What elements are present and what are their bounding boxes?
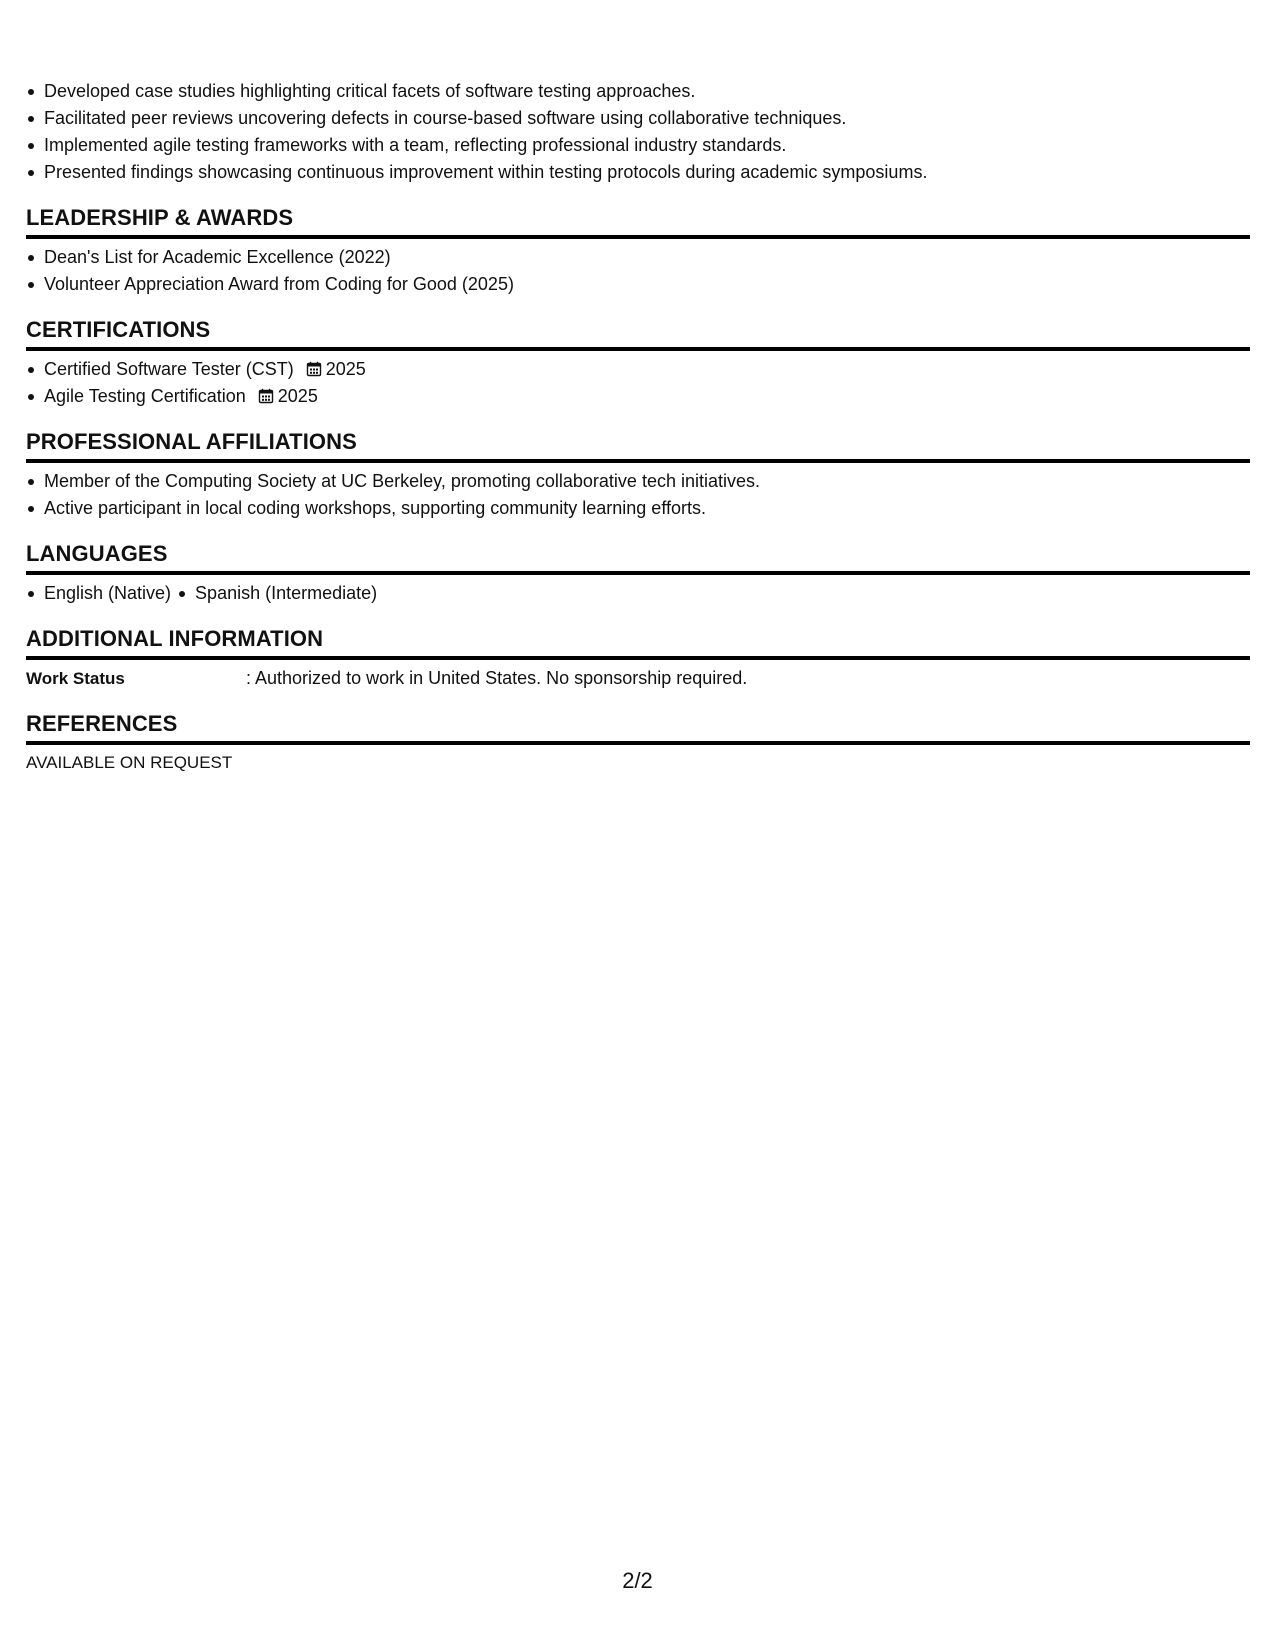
list-item: Member of the Computing Society at UC Berkeley, promoting collaborative tech initiatives. xyxy=(44,468,1250,495)
certifications-list xyxy=(26,356,1250,410)
list-item: Implemented agile testing frameworks with a team, reflecting professional industry standards. xyxy=(44,132,1250,159)
list-item: Dean's List for Academic Excellence (2022) xyxy=(44,244,1250,271)
certification-name: Agile Testing Certification xyxy=(44,386,246,406)
experience-bullet-list xyxy=(26,78,1250,186)
certification-year: 2025 xyxy=(277,386,318,406)
section-title-languages: LANGUAGES xyxy=(26,540,1250,575)
section-title-affiliations: PROFESSIONAL AFFILIATIONS xyxy=(26,428,1250,463)
affiliations-list xyxy=(26,468,1250,522)
calendar-icon xyxy=(306,361,322,377)
certification-year: 2025 xyxy=(325,359,366,379)
list-item: Facilitated peer reviews uncovering defects in course-based software using collaborative techniques. xyxy=(44,105,1250,132)
resume-page xyxy=(26,78,1250,776)
work-status-value: : Authorized to work in United States. No sponsorship required. xyxy=(246,668,748,688)
language-item: Spanish (Intermediate) xyxy=(195,580,377,607)
section-title-leadership: LEADERSHIP & AWARDS xyxy=(26,204,1250,239)
list-item: Volunteer Appreciation Award from Coding for Good (2025) xyxy=(44,271,1250,298)
work-status-row xyxy=(26,665,1250,692)
section-title-references: REFERENCES xyxy=(26,710,1250,745)
work-status-label: Work Status xyxy=(26,669,125,688)
list-item: Active participant in local coding workshops, supporting community learning efforts. xyxy=(44,495,1250,522)
list-item: Developed case studies highlighting critical facets of software testing approaches. xyxy=(44,78,1250,105)
references-text: AVAILABLE ON REQUEST xyxy=(26,753,233,772)
leadership-list xyxy=(26,244,1250,298)
list-item: Presented findings showcasing continuous improvement within testing protocols during academic symposiums. xyxy=(44,159,1250,186)
language-item: English (Native) xyxy=(44,580,171,607)
calendar-icon xyxy=(258,388,274,404)
section-title-additional-information: ADDITIONAL INFORMATION xyxy=(26,625,1250,660)
page-number: 2/2 xyxy=(622,1568,653,1593)
list-item xyxy=(44,356,1250,383)
section-title-certifications: CERTIFICATIONS xyxy=(26,316,1250,351)
languages-list xyxy=(26,580,1250,607)
list-item xyxy=(44,383,1250,410)
certification-name: Certified Software Tester (CST) xyxy=(44,359,294,379)
